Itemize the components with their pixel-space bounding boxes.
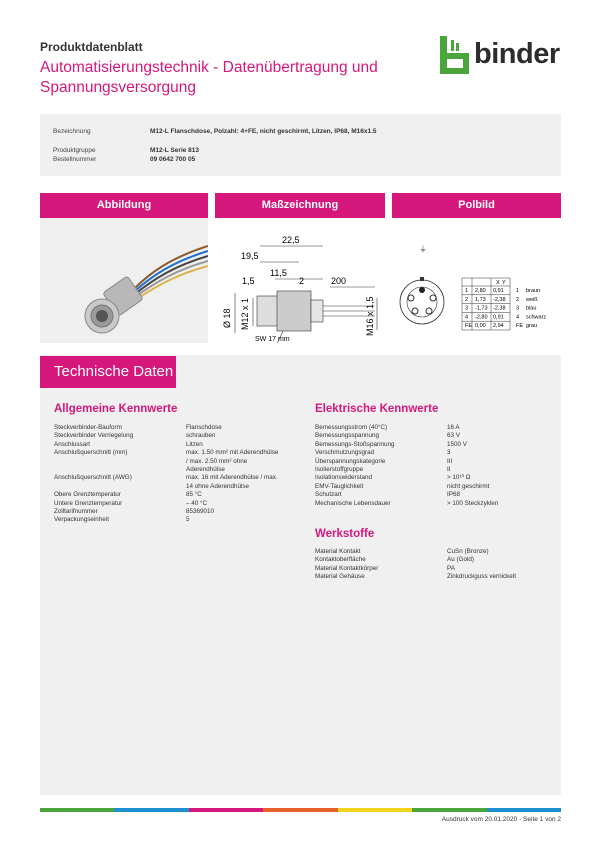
pin-number: 2 (465, 296, 469, 303)
werkstoffe-value: Zinkdruckguss vernickelt (447, 573, 516, 581)
logo-wordmark: binder (474, 38, 560, 70)
allgemein-key: Untere Grenztemperatur (54, 499, 123, 507)
pin-table-header-y: Y (502, 280, 506, 286)
elektrisch-value: 63 V (447, 432, 460, 440)
panel-abbildung-header: Abbildung (40, 193, 208, 218)
elektrisch-key: Bemessungsstrom (40°C) (315, 424, 388, 431)
dim-m12: M12 x 1 (240, 297, 250, 330)
panel-polbild-header: Polbild (392, 193, 561, 218)
dim-200: 200 (331, 276, 347, 286)
pin-wire-color: schwarz (526, 314, 547, 321)
pin-number: 4 (465, 314, 469, 321)
allgemein-value: 85369010 (186, 508, 215, 515)
pin-y-value: 0,91 (493, 314, 504, 321)
footer-color-segment (338, 808, 412, 812)
bestellnummer-label: Bestellnummer (53, 156, 97, 163)
footer-color-segment (40, 808, 114, 812)
binder-logo (438, 36, 560, 76)
allgemein-value: Litzen (186, 440, 203, 448)
elektrisch-value: 1500 V (447, 440, 467, 448)
elektrisch-key: Bemessungs-Stoßspannung (315, 440, 395, 448)
werkstoffe-value: PA (447, 564, 455, 572)
dim-1-5: 1,5 (242, 276, 255, 286)
panel-masszeichnung-header: Maßzeichnung (215, 193, 385, 218)
elektrisch-value: 16 A (447, 424, 460, 431)
fe-symbol: ⏚ (419, 245, 427, 254)
allgemein-key: Steckverbinder Verriegelung (54, 432, 134, 440)
werkstoffe-key: Material Kontaktkörper (315, 564, 379, 572)
dim-d18: Ø 18 (222, 308, 232, 328)
pin-legend-number: 1 (516, 288, 520, 294)
bezeichnung-label: Bezeichnung (53, 128, 91, 135)
footer-color-segment (487, 808, 561, 812)
allgemein-key: Anschlußquerschnitt (mm) (54, 449, 128, 457)
dimension-drawing (215, 218, 385, 343)
footer-color-segment (412, 808, 486, 812)
pin-number: 1 (465, 288, 469, 294)
allgemein-value: – 40 °C (186, 499, 208, 507)
elektrisch-key: Isolierstoffgruppe (315, 466, 364, 473)
pin-x-value: 2,80 (475, 288, 486, 294)
produktgruppe-label: Produktgruppe (53, 147, 96, 154)
pin-layout-drawing (392, 218, 561, 343)
bestellnummer-value: 09 0642 700 05 (150, 156, 196, 163)
panel-abbildung (40, 193, 208, 343)
binder-logo-icon (438, 36, 474, 76)
pin-legend-number: 4 (516, 314, 520, 321)
dim-22-5: 22,5 (282, 235, 300, 245)
allgemein-value: schrauben (186, 432, 216, 440)
footer-color-segment (189, 808, 263, 812)
elektrisch-value: II (447, 466, 451, 473)
allgemein-value: max. 16 mit Aderendhülse / max. (186, 474, 278, 482)
allgemein-key: Obere Grenztemperatur (54, 491, 121, 499)
elektrisch-value: 3 (447, 449, 451, 457)
elektrisch-value: > 100 Steckzyklen (447, 499, 499, 507)
footer-color-segment (263, 808, 337, 812)
elektrisch-key: Bemessungsspannung (315, 432, 380, 440)
pin-number: 3 (465, 305, 469, 312)
dim-2: 2 (299, 276, 305, 286)
dim-m16: M16 x 1,5 (365, 296, 375, 336)
pin-wire-color: weiß (526, 296, 538, 303)
pin-wire-color: grau (526, 323, 538, 330)
elektrisch-value: IP68 (447, 491, 460, 499)
panel-masszeichnung (215, 193, 385, 343)
pin-wire-color: braun (526, 288, 541, 294)
pin-table-header-x: X (496, 280, 500, 286)
footer-color-segment (114, 808, 188, 812)
title-line-2: Spannungsversorgung (40, 79, 196, 96)
panel-polbild (392, 193, 561, 343)
elektrisch-key: Verschmutzungsgrad (315, 449, 375, 457)
technische-daten-header: Technische Daten (40, 356, 176, 388)
elektrisch-value: nicht geschirmt (447, 482, 490, 490)
pin-x-value: 0,00 (475, 323, 486, 330)
allgemein-key: Steckverbinder-Bauform (54, 424, 122, 431)
elektrisch-value: > 10¹⁰ Ω (447, 474, 471, 482)
dim-sw: SW 17 mm (255, 336, 290, 343)
pin-x-value: 1,73 (475, 296, 486, 303)
elektrisch-key: Schutzart (315, 491, 342, 499)
pin-y-value: -2,38 (493, 296, 506, 303)
footer-print-info: Ausdruck vom 20.01.2020 - Seite 1 von 2 (441, 816, 561, 823)
product-info-box (40, 114, 561, 176)
werkstoffe-key: Material Kontakt (315, 548, 361, 555)
allgemein-key: Verpackungseinheit (54, 516, 109, 524)
elektrisch-key: Isolationswiderstand (315, 474, 373, 482)
allgemein-value: 14 ohne Aderendhülse (186, 482, 250, 490)
allgemeine-kennwerte-title: Allgemeine Kennwerte (54, 403, 178, 415)
produktgruppe-value: M12-L Serie 813 (150, 147, 200, 154)
elektrisch-key: EMV-Tauglichkeit (315, 482, 364, 490)
page-title (40, 58, 420, 98)
pin-number: FE (465, 323, 473, 330)
elektrisch-key: Überspannungskategorie (315, 457, 386, 465)
pin-y-value: 0,91 (493, 288, 504, 294)
allgemein-value: max. 1.50 mm² mit Aderendhülse (186, 449, 279, 457)
werkstoffe-value: CuSn (Bronze) (447, 548, 489, 555)
allgemein-value: 5 (186, 516, 190, 524)
allgemein-value: / max. 2.50 mm² ohne (186, 457, 248, 465)
elektrisch-value: III (447, 457, 453, 465)
allgemein-key: Anschlußquerschnitt (AWG) (54, 474, 132, 482)
pin-x-value: -2,80 (475, 314, 488, 321)
werkstoffe-value: Au (Gold) (447, 556, 474, 564)
pin-legend-number: 2 (516, 296, 520, 303)
title-line-1: Automatisierungstechnik - Datenübertragung und (40, 59, 378, 76)
elektrische-kennwerte-title: Elektrische Kennwerte (315, 403, 439, 415)
elektrisch-key: Mechanische Lebensdauer (315, 499, 391, 507)
allgemein-key: Anschlussart (54, 440, 91, 448)
werkstoffe-key: Kontaktoberfläche (315, 556, 366, 564)
werkstoffe-key: Material Gehäuse (315, 573, 365, 581)
dim-19-5: 19,5 (241, 251, 259, 261)
allgemein-value: 85 °C (186, 491, 202, 499)
pin-x-value: -1,73 (475, 305, 488, 312)
pin-legend-number: 3 (516, 305, 520, 312)
allgemein-value: Flanschdose (186, 424, 222, 431)
bezeichnung-value: M12-L Flanschdose, Polzahl: 4+FE, nicht geschirmt, Litzen, IP68, M16x1.5 (150, 128, 377, 135)
product-image (40, 218, 208, 343)
pin-legend-number: FE (516, 323, 524, 330)
allgemein-key: Zolltarifnummer (54, 508, 98, 515)
allgemein-value: Aderendhülse (186, 466, 225, 473)
document-type-label: Produktdatenblatt (40, 40, 143, 54)
pin-y-value: -2,38 (493, 305, 506, 312)
pin-y-value: 2,94 (493, 323, 504, 330)
pin-wire-color: blau (526, 305, 537, 312)
werkstoffe-title: Werkstoffe (315, 528, 375, 540)
dim-11-5: 11,5 (270, 268, 287, 278)
pin-table (465, 280, 546, 329)
footer-color-bar (40, 808, 561, 812)
